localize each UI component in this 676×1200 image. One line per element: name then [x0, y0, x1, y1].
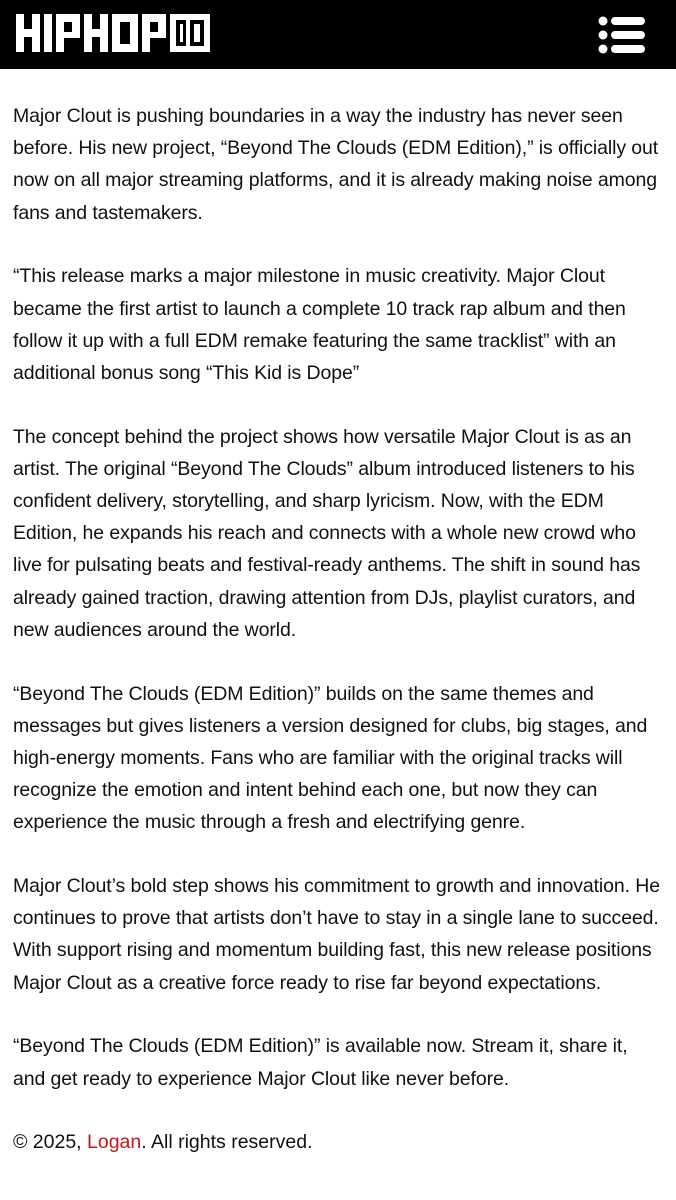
article-paragraph: Major Clout’s bold step shows his commitment to growth and innovation. He continues to prove that artists don’t have to stay in a single lane to succeed. With support rising and momentum building fast, this new release positions Major Clout as a creative force ready to rise far beyond expectations.: [13, 875, 660, 994]
article-paragraph: “Beyond The Clouds (EDM Edition)” is available now. Stream it, share it, and get ready to experience Major Clout like never before.: [13, 1035, 628, 1090]
article-body: [13, 100, 663, 1158]
article-paragraph: “This release marks a major milestone in music creativity. Major Clout became the first artist to launch a complete 10 track rap album and then follow it up with a full EDM remake featuring the same tracklist” with an additional bonus song “This Kid is Dope”: [13, 265, 626, 384]
site-header: [0, 0, 676, 69]
author-link[interactable]: Logan: [87, 1131, 142, 1154]
article-paragraph: Major Clout is pushing boundaries in a way the industry has never seen before. His new project, “Beyond The Clouds (EDM Edition),” is officially out now on all major streaming platforms, and it is already making noise among fans and tastemakers.: [13, 105, 659, 224]
hamburger-menu-button[interactable]: [598, 16, 646, 54]
article-paragraph: “Beyond The Clouds (EDM Edition)” builds on the same themes and messages but gives listeners a version designed for clubs, big stages, and high-energy moments. Fans who are familiar with the original tracks will recognize the emotion and intent behind each one, but now they can experience the music through a fresh and electrifying genre.: [13, 682, 648, 834]
site-logo[interactable]: [14, 12, 214, 54]
copyright-prefix: © 2025,: [13, 1131, 88, 1154]
copyright-suffix: . All rights reserved.: [141, 1131, 313, 1154]
copyright-footer: [13, 1126, 663, 1158]
article-paragraph: The concept behind the project shows how versatile Major Clout is as an artist. The original “Beyond The Clouds” album introduced listeners to his confident delivery, storytelling, and sharp lyricism. Now, with the EDM Edition, he expands his reach and connects with a whole new crowd who live for pulsating beats and festival-ready anthems. The shift in sound has already gained traction, drawing attention from DJs, playlist curators, and new audiences around the world.: [13, 425, 641, 641]
hamburger-menu-icon: [598, 16, 646, 54]
hiphopdx-logo-icon: [14, 12, 214, 54]
